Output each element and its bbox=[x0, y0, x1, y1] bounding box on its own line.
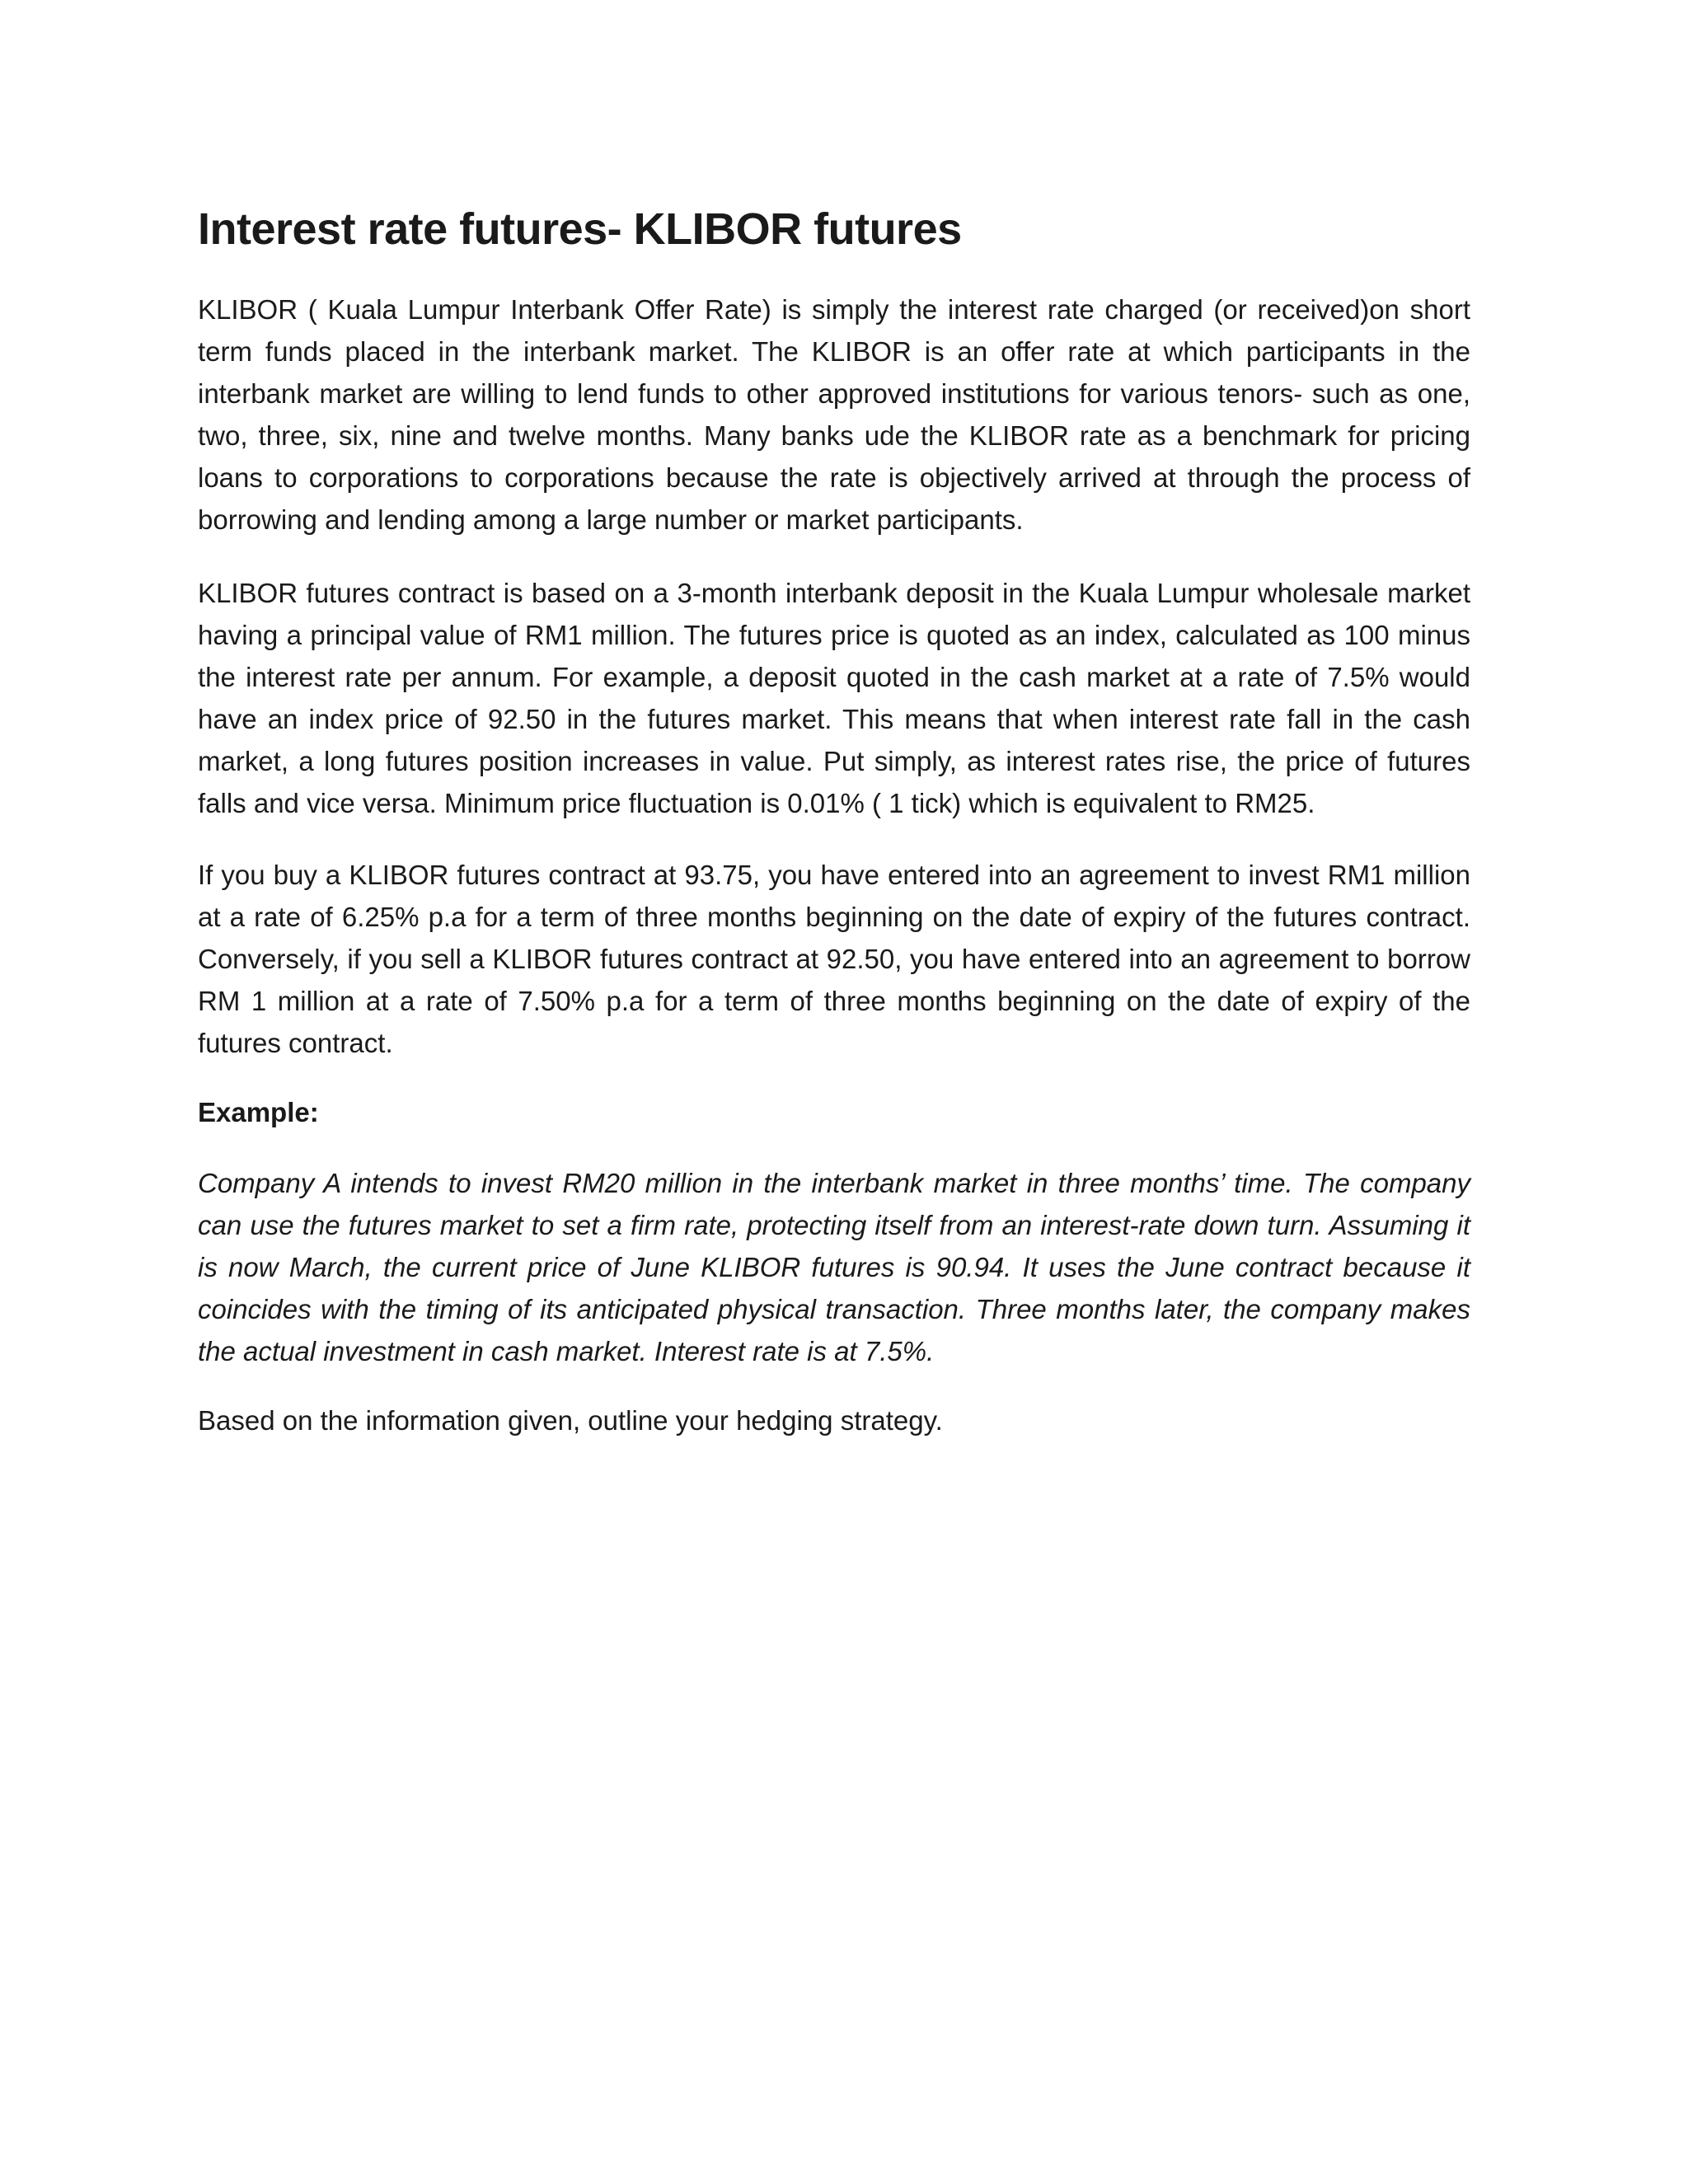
klibor-futures-contract-paragraph: KLIBOR futures contract is based on a 3-month interbank deposit in the Kuala Lumpur wholesale market having a principal value of RM1 million. The futures price is quoted as an index, calculated as 100 minus the interest rate per annum. For example, a deposit quoted in the cash market at a rate of 7.5% would have an index price of 92.50 in the futures market. This means that when interest rate fall in the cash market, a long futures position increases in value. Put simply, as interest rates rise, the price of futures falls and vice versa. Minimum price fluctuation is 0.01% ( 1 tick) which is equivalent to RM25. bbox=[198, 578, 1470, 818]
example-text: Company A intends to invest RM20 million in the interbank market in three months’ time. The company can use the futures market to set a firm rate, protecting itself from an interest-rate down turn. Assuming it is now March, the current price of June KLIBOR futures is 90.94. It uses the June contract because it coincides with the timing of its anticipated physical transaction. Three months later, the company makes the actual investment in cash market. Interest rate is at 7.5%. bbox=[198, 1168, 1470, 1366]
buy-sell-explanation-paragraph: If you buy a KLIBOR futures contract at 93.75, you have entered into an agreement to invest RM1 million at a rate of 6.25% p.a for a term of three months beginning on the date of expiry of the futures contract. Conversely, if you sell a KLIBOR futures contract at 92.50, you have entered into an agreement to borrow RM 1 million at a rate of 7.50% p.a for a term of three months beginning on the date of expiry of the futures contract. bbox=[198, 860, 1470, 1058]
klibor-definition-paragraph: KLIBOR ( Kuala Lumpur Interbank Offer Rate) is simply the interest rate charged (or received)on short term funds placed in the interbank market. The KLIBOR is an offer rate at which participants in the interbank market are willing to lend funds to other approved institutions for various tenors- such as one, two, three, six, nine and twelve months. Many banks ude the KLIBOR rate as a benchmark for pricing loans to corporations to corporations because the rate is objectively arrived at through the process of borrowing and lending among a large number or market participants. bbox=[198, 294, 1470, 535]
document-title: Interest rate futures- KLIBOR futures bbox=[198, 204, 962, 254]
question-text: Based on the information given, outline your hedging strategy. bbox=[198, 1405, 943, 1436]
example-heading: Example: bbox=[198, 1097, 319, 1127]
